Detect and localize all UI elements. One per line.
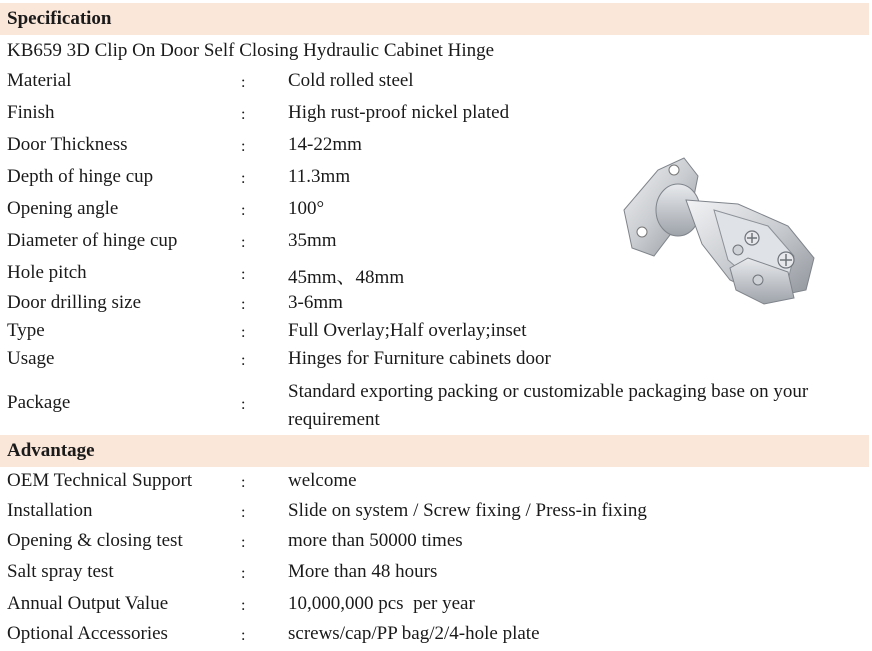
spec-value: 11.3mm xyxy=(288,166,351,187)
colon: : xyxy=(241,352,246,369)
advantage-label: OEM Technical Support xyxy=(7,470,193,491)
colon: : xyxy=(241,202,246,219)
spec-label: Material xyxy=(7,70,72,91)
colon: : xyxy=(241,138,246,155)
spec-value: Cold rolled steel xyxy=(288,70,414,91)
colon: : xyxy=(241,324,246,341)
spec-label: Type xyxy=(7,320,45,341)
spec-label: Package xyxy=(7,392,71,413)
spec-value: 3-6mm xyxy=(288,292,343,313)
specification-heading: Specification xyxy=(0,3,869,35)
spec-label: Diameter of hinge cup xyxy=(7,230,178,251)
advantage-value: 10,000,000 pcs per year xyxy=(288,593,475,614)
colon: : xyxy=(241,627,246,644)
spec-value: 45mm、48mm xyxy=(288,267,405,288)
spec-row-finish xyxy=(0,102,869,130)
advantage-value: Slide on system / Screw fixing / Press-in fixing xyxy=(288,500,647,521)
colon: : xyxy=(241,266,246,283)
advantage-label: Optional Accessories xyxy=(7,623,168,644)
advantage-heading: Advantage xyxy=(0,435,869,467)
colon: : xyxy=(241,474,246,491)
colon: : xyxy=(241,234,246,251)
advantage-value: welcome xyxy=(288,470,357,491)
spec-label: Hole pitch xyxy=(7,262,87,283)
spec-row-usage xyxy=(0,348,869,376)
colon: : xyxy=(241,106,246,123)
product-title: KB659 3D Clip On Door Self Closing Hydraulic Cabinet Hinge xyxy=(7,40,495,61)
spec-label: Opening angle xyxy=(7,198,119,219)
spec-row-type xyxy=(0,320,869,348)
advantage-value: screws/cap/PP bag/2/4-hole plate xyxy=(288,623,540,644)
colon: : xyxy=(241,597,246,614)
advantage-label: Opening & closing test xyxy=(7,530,183,551)
spec-label: Usage xyxy=(7,348,55,369)
advantage-row-accessories xyxy=(0,623,869,651)
advantage-row-installation xyxy=(0,500,869,528)
colon: : xyxy=(241,565,246,582)
advantage-label: Installation xyxy=(7,500,93,521)
spec-value: Full Overlay;Half overlay;inset xyxy=(288,320,527,341)
advantage-row-output xyxy=(0,593,869,621)
spec-row-package xyxy=(0,378,869,434)
colon: : xyxy=(241,504,246,521)
advantage-label: Salt spray test xyxy=(7,561,114,582)
spec-value: 35mm xyxy=(288,230,337,251)
advantage-value: More than 48 hours xyxy=(288,561,438,582)
colon: : xyxy=(241,74,246,91)
spec-value: High rust-proof nickel plated xyxy=(288,102,510,123)
spec-value: 14-22mm xyxy=(288,134,362,155)
colon: : xyxy=(241,170,246,187)
advantage-row-oem xyxy=(0,470,869,498)
spec-label: Finish xyxy=(7,102,55,123)
spec-row-material xyxy=(0,70,869,98)
colon: : xyxy=(241,296,246,313)
spec-value: Standard exporting packing or customizable packaging base on your requirement xyxy=(288,381,809,430)
advantage-row-cycle-test xyxy=(0,530,869,558)
cabinet-hinge-photo xyxy=(618,148,830,308)
advantage-value: more than 50000 times xyxy=(288,530,463,551)
colon: : xyxy=(241,396,246,413)
spec-value: Hinges for Furniture cabinets door xyxy=(288,348,551,369)
colon: : xyxy=(241,534,246,551)
spec-label: Depth of hinge cup xyxy=(7,166,154,187)
spec-label: Door Thickness xyxy=(7,134,128,155)
advantage-label: Annual Output Value xyxy=(7,593,169,614)
advantage-row-salt-spray xyxy=(0,561,869,589)
spec-value: 100° xyxy=(288,198,325,219)
spec-label: Door drilling size xyxy=(7,292,142,313)
